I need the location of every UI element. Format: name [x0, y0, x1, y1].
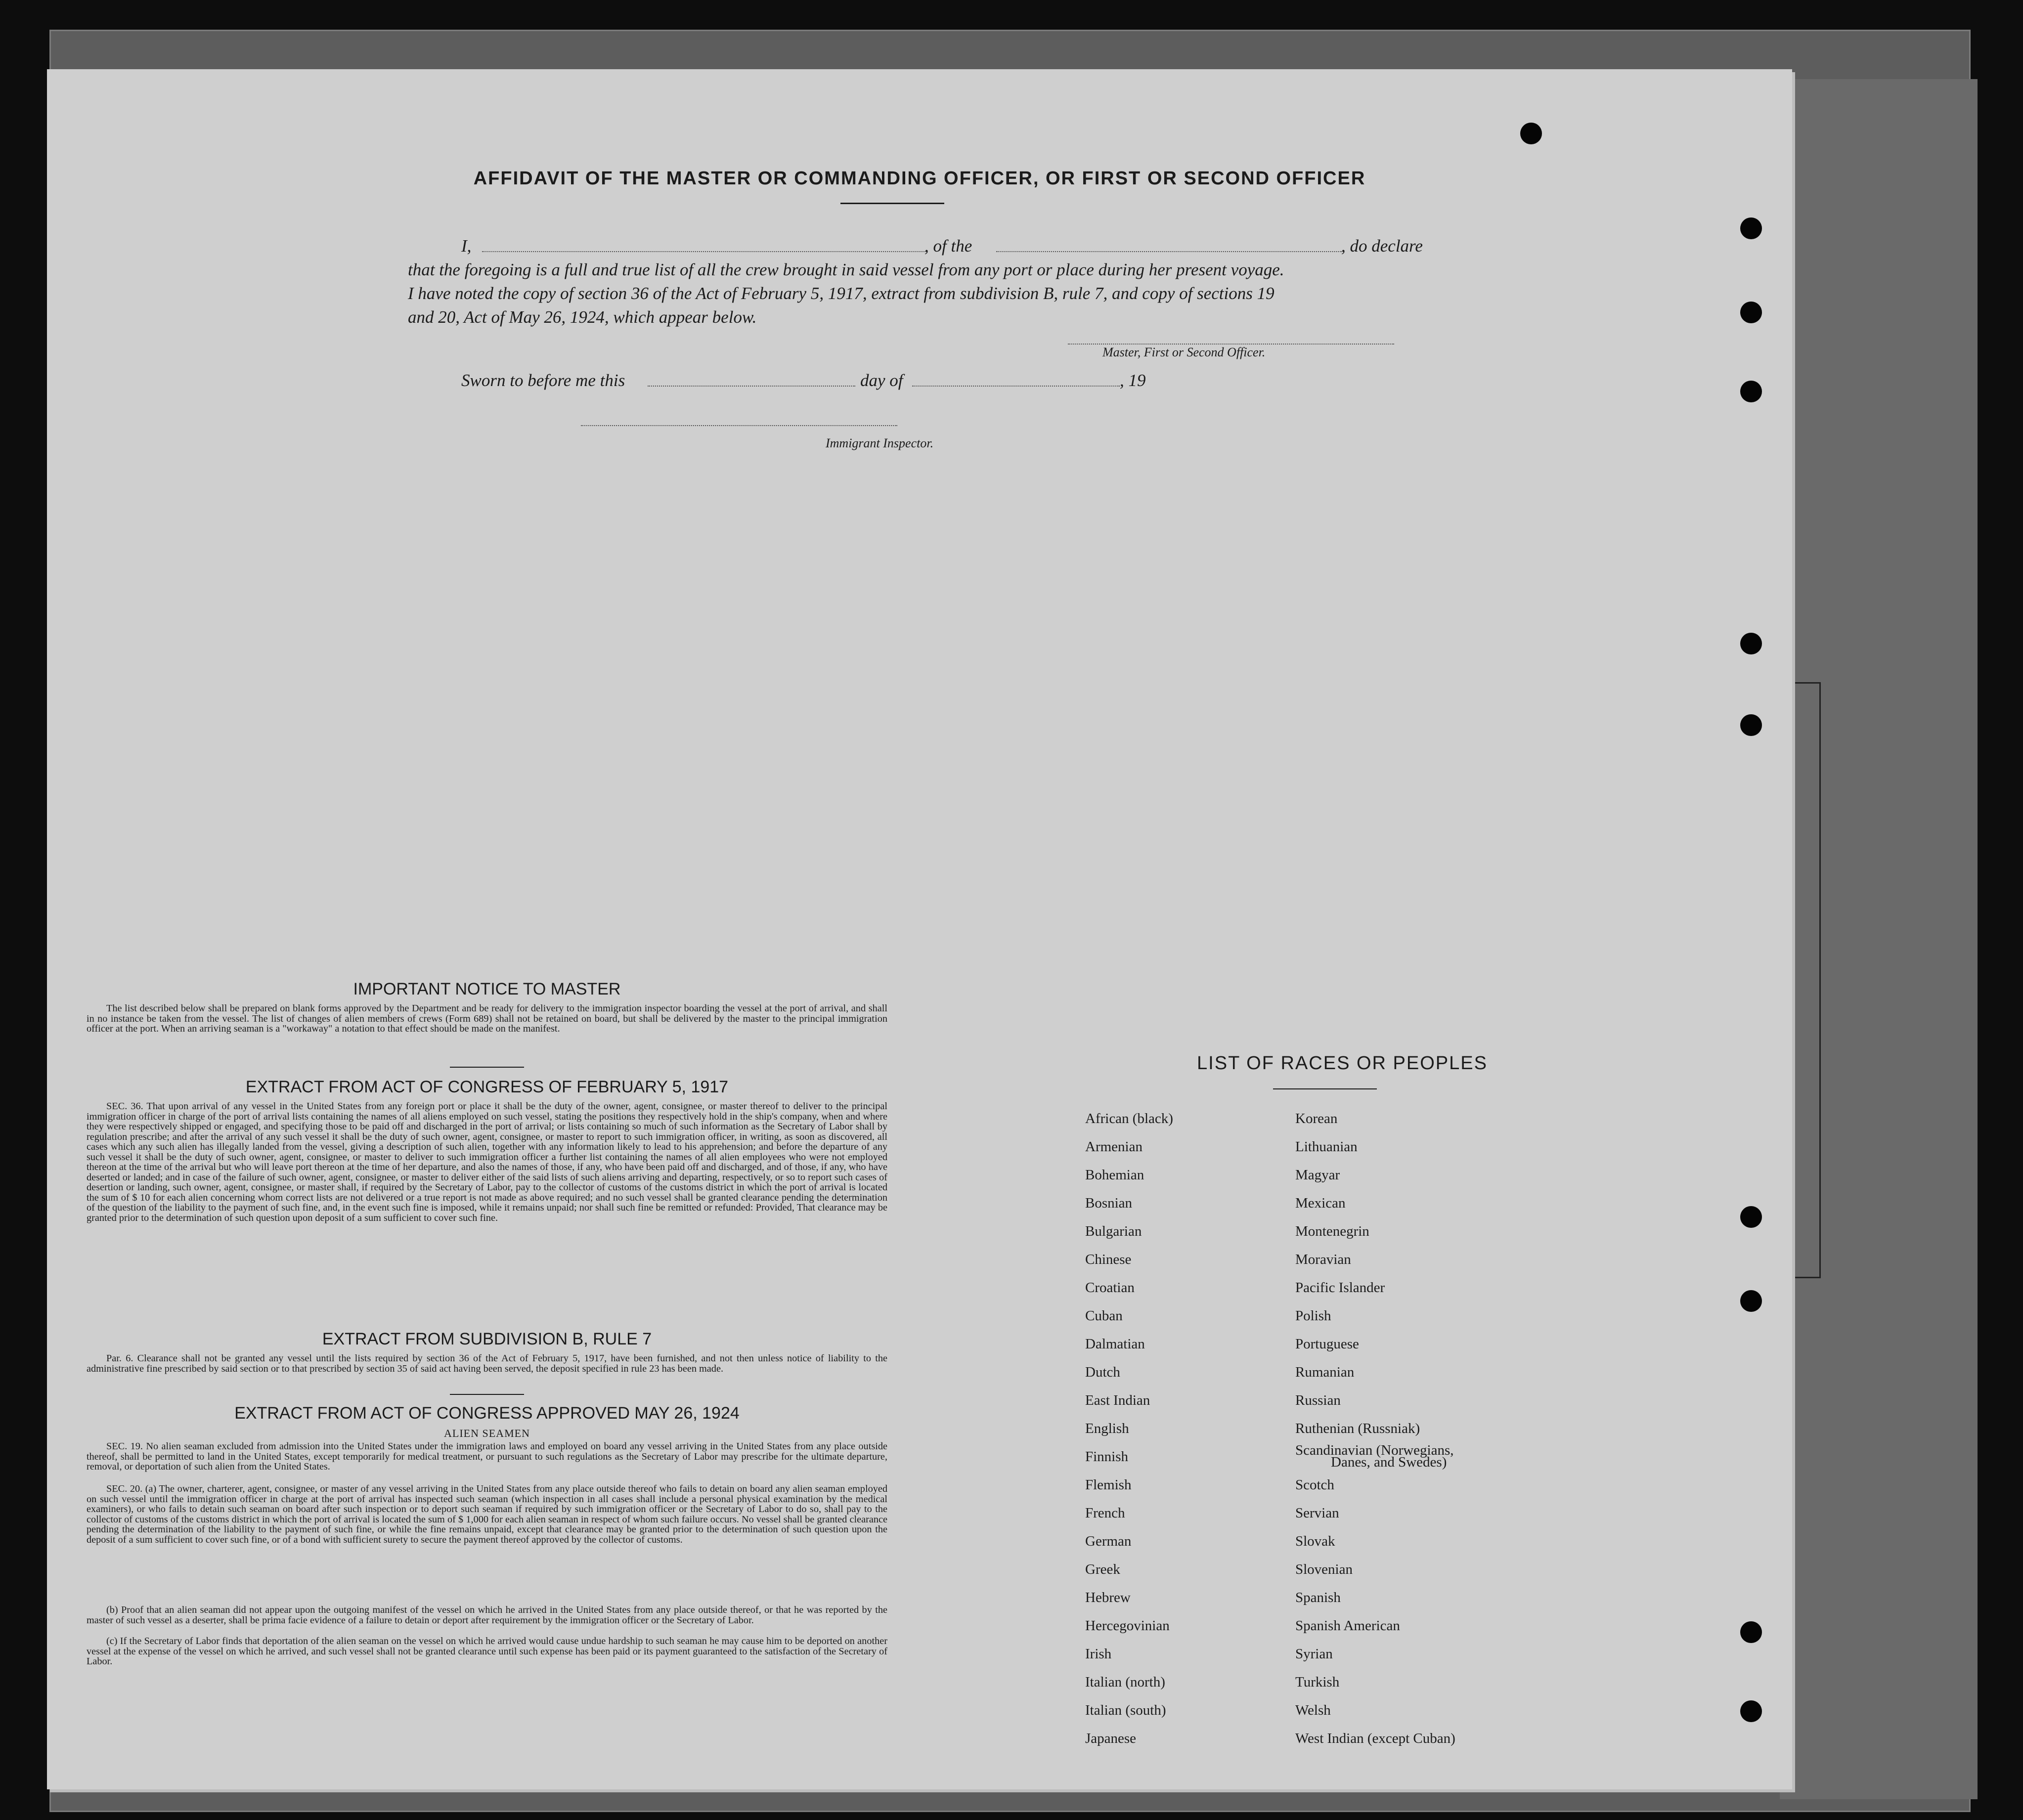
- race-item: Moravian: [1295, 1252, 1351, 1267]
- race-item: East Indian: [1085, 1392, 1150, 1408]
- race-item: Bulgarian: [1085, 1223, 1142, 1239]
- extract-1924-title: EXTRACT FROM ACT OF CONGRESS APPROVED MAY 26, 1924: [234, 1404, 740, 1423]
- race-item: Russian: [1295, 1392, 1341, 1408]
- race-item: Hebrew: [1085, 1590, 1131, 1605]
- affidavit-declare: , do declare: [1341, 236, 1423, 256]
- affidavit-title: AFFIDAVIT OF THE MASTER OR COMMANDING OFFICER, OR FIRST OR SECOND OFFICER: [473, 168, 1366, 189]
- race-item: Ruthenian (Russniak): [1295, 1421, 1420, 1436]
- rule-7-title: EXTRACT FROM SUBDIVISION B, RULE 7: [322, 1330, 652, 1348]
- race-item: Bosnian: [1085, 1195, 1133, 1211]
- punch-hole: [1740, 1290, 1762, 1312]
- race-item: Scandinavian (Norwegians,: [1295, 1442, 1454, 1458]
- affidavit-line-2: that the foregoing is a full and true list of all the crew brought in said vessel from any port or place during her present voyage.: [408, 260, 1284, 279]
- race-item: Dalmatian: [1085, 1336, 1145, 1352]
- notice-body: [87, 1003, 887, 1034]
- race-item: Dutch: [1085, 1364, 1120, 1380]
- races-rule: [1273, 1088, 1377, 1089]
- title-rule: [840, 203, 944, 204]
- extract-1917-text: SEC. 36. That upon arrival of any vessel in the United States from any foreign port or place it shall be the duty of the owner, agent, consignee, or master thereof to deliver to the principal immigration officer in charge of the port of arrival lists containing the names of all aliens employed on such vessel, stating the positions they respectively hold in the ship's company, when and where they were respectively shipped or engaged, and specifying those to be paid off and discharged in the port of arrival; or lists containing so much of such information as the Secretary of Labor shall by regulation prescribe; and after the arrival of any such vessel it shall be the duty of such owner, agent, consignee, or master to report to such immigration officer, in writing, as soon as discovered, all cases which any such alien has illegally landed from the vessel, giving a description of such alien, together with any information likely to lead to his apprehension; and before the departure of any such vessel it shall be the duty of such owner, agent, consignee, or master to deliver to such immigration officer a further list containing the names of all alien employees who were not employed thereon at the time of the arrival but who will leave port thereon at the time of her departure, and also the names of those, if any, who have been paid off and discharged, and of those, if any, who have deserted or landed; and in case of the failure of such owner, agent, consignee, or master to deliver either of the said lists of such aliens arriving and departing, respectively, or so to report such cases of desertion or landing, such owner, agent, consignee, or master shall, if required by the Secretary of Labor, pay to the collector of customs of the customs district in which the port of arrival is located the sum of $ 10 for each alien concerning whom correct lists are not delivered or a true report is not made as above required; and no such vessel shall be granted clearance pending the determination of the question of the liability to the payment of such fine, and, in the event such fine is imposed, while it remains unpaid; nor shall such fine be remitted or refunded: Provided, That clearance may be granted prior to the determination of such question upon deposit of a sum sufficient to cover such fine.: [87, 1101, 887, 1223]
- race-item: West Indian (except Cuban): [1295, 1731, 1455, 1746]
- punch-hole: [1740, 1700, 1762, 1722]
- race-item: Servian: [1295, 1505, 1339, 1521]
- rule-7-rule: [450, 1394, 524, 1395]
- race-item: English: [1085, 1421, 1129, 1436]
- race-item: Turkish: [1295, 1674, 1340, 1690]
- race-item: Welsh: [1295, 1702, 1331, 1718]
- race-item: German: [1085, 1533, 1132, 1549]
- race-item: Hercegovinian: [1085, 1618, 1170, 1634]
- extract-1924-subtitle: ALIEN SEAMEN: [444, 1427, 530, 1439]
- sworn-text: Sworn to before me this: [461, 371, 625, 390]
- race-item: Croatian: [1085, 1280, 1135, 1296]
- punch-hole: [1520, 123, 1542, 144]
- vessel-blank: [996, 251, 1342, 252]
- sec-20a: [87, 1484, 887, 1545]
- race-item: African (black): [1085, 1111, 1173, 1127]
- day-of-text: day of: [860, 371, 903, 390]
- race-item: Flemish: [1085, 1477, 1132, 1493]
- affidavit-line-4: and 20, Act of May 26, 1924, which appear below.: [408, 307, 757, 327]
- race-item: Finnish: [1085, 1449, 1129, 1465]
- punch-hole: [1740, 381, 1762, 402]
- name-blank: [482, 251, 927, 252]
- race-item: Japanese: [1085, 1731, 1137, 1746]
- race-item: Irish: [1085, 1646, 1112, 1662]
- master-label: Master, First or Second Officer.: [1102, 345, 1266, 359]
- notice-rule: [450, 1067, 524, 1068]
- rule-7-text: Par. 6. Clearance shall not be granted any vessel until the lists required by section 36 of the Act of February 5, 1917, have been furnished, and not then unless notice of liability to the administrative fine prescribed by said section or to that prescribed by section 35 of said act having been served, the deposit specified in rule 23 has been made.: [87, 1353, 887, 1374]
- race-item: Mexican: [1295, 1195, 1346, 1211]
- race-item: Slovak: [1295, 1533, 1335, 1549]
- extract-1917-title: EXTRACT FROM ACT OF CONGRESS OF FEBRUARY 5, 1917: [245, 1078, 729, 1096]
- sec-20b-text: (b) Proof that an alien seaman did not appear upon the outgoing manifest of the vessel on which he arrived in the United States from any place outside thereof, or that he was reported by the master of such vessel as a deserter, shall be prima facie evidence of a failure to detain or deport after requirement by the immigration officer or the Secretary of Labor.: [87, 1604, 887, 1626]
- race-item: Montenegrin: [1295, 1223, 1369, 1239]
- race-item: Spanish American: [1295, 1618, 1400, 1634]
- punch-hole: [1740, 1621, 1762, 1643]
- sec-20c: [87, 1636, 887, 1667]
- race-item: Armenian: [1085, 1139, 1143, 1155]
- affidavit-line-3: I have noted the copy of section 36 of the Act of February 5, 1917, extract from subdivision B, rule 7, and copy of sections 19: [408, 284, 1275, 303]
- affidavit-i: I,: [461, 236, 472, 256]
- day-blank: [648, 386, 855, 387]
- race-item: Italian (south): [1085, 1702, 1166, 1718]
- race-item: Pacific Islander: [1295, 1280, 1385, 1296]
- race-item: Italian (north): [1085, 1674, 1165, 1690]
- rule-7-body: [87, 1353, 887, 1374]
- inspector-label: Immigrant Inspector.: [826, 436, 934, 450]
- notice-title: IMPORTANT NOTICE TO MASTER: [353, 980, 621, 998]
- race-item: Rumanian: [1295, 1364, 1355, 1380]
- affidavit-of-the: , of the: [924, 236, 972, 256]
- master-signature-line: [1068, 344, 1394, 345]
- punch-hole: [1740, 714, 1762, 736]
- race-item: Cuban: [1085, 1308, 1123, 1324]
- race-item: Spanish: [1295, 1590, 1341, 1605]
- sec-20a-text: SEC. 20. (a) The owner, charterer, agent, consignee, or master of any vessel arriving in the United States from any place outside thereof who fails to detain on board any alien seaman employed on such vessel until the immigration officer in charge at the port of arrival has inspected such seaman (which inspection in all cases shall include a personal physical examination by the medical examiners), or who fails to detain such seaman on board after such inspection or to deport such seaman if required by such immigration officer or the Secretary of Labor to do so, shall pay to the collector of customs of the customs district in which the port of arrival is located the sum of $ 1,000 for each alien seaman in respect of whom such failure occurs. No vessel shall be granted clearance pending the determination of the liability to the payment of such fine, or while the fine remains unpaid, except that clearance may be granted prior to the determination of such question upon the deposit of a sum sufficient to cover such fine, or of a bond with sufficient surety to secure the payment thereof approved by the collector of customs.: [87, 1483, 887, 1545]
- year-text: , 19: [1120, 371, 1146, 390]
- notice-body-text: The list described below shall be prepared on blank forms approved by the Department and be ready for delivery to the immigration inspector boarding the vessel at the port of arrival, and shall in no instance be taken from the vessel. The list of changes of alien members of crews (Form 689) shall not be retained on board, but shall be delivered by the master to the principal immigration officer at the port. When an arriving seaman is a "workaway" a notation to that effect should be made on the manifest.: [87, 1003, 887, 1034]
- sec-19-text: SEC. 19. No alien seaman excluded from admission into the United States under the immigration laws and employed on board any vessel arriving in the United States from any place outside thereof, shall be permitted to land in the United States, except temporarily for medical treatment, or pursuant to such regulations as the Secretary of Labor may prescribe for the ultimate departure, removal, or deportation of such alien from the United States.: [87, 1441, 887, 1472]
- race-item: Syrian: [1295, 1646, 1333, 1662]
- sec-20c-text: (c) If the Secretary of Labor finds that deportation of the alien seaman on the vessel on which he arrived would cause undue hardship to such seaman he may cause him to be deported on another vessel at the expense of the vessel on which he arrived, and such vessel shall not be granted clearance until such expense has been paid or its payment guaranteed to the satisfaction of the Secretary of Labor.: [87, 1636, 887, 1667]
- race-item: Scotch: [1295, 1477, 1334, 1493]
- sec-19: [87, 1441, 887, 1472]
- punch-hole: [1740, 633, 1762, 654]
- sec-20b: [87, 1605, 887, 1625]
- race-item: Portuguese: [1295, 1336, 1359, 1352]
- race-item: Bohemian: [1085, 1167, 1144, 1183]
- inspector-signature-line: [581, 425, 897, 426]
- race-item: Magyar: [1295, 1167, 1340, 1183]
- race-item: Lithuanian: [1295, 1139, 1358, 1155]
- race-item: Korean: [1295, 1111, 1338, 1127]
- race-item: French: [1085, 1505, 1125, 1521]
- race-item: Polish: [1295, 1308, 1331, 1324]
- races-title: LIST OF RACES OR PEOPLES: [1197, 1053, 1488, 1074]
- document-page: [47, 69, 1792, 1789]
- races-left-column: [1085, 1105, 1173, 1753]
- extract-1917-body: [87, 1101, 887, 1223]
- race-item: Slovenian: [1295, 1561, 1353, 1577]
- punch-hole: [1740, 1206, 1762, 1228]
- punch-hole: [1740, 302, 1762, 323]
- race-item: Danes, and Swedes): [1331, 1454, 1447, 1470]
- races-right-column: [1295, 1105, 1455, 1753]
- race-item: Chinese: [1085, 1252, 1132, 1267]
- month-blank: [912, 386, 1120, 387]
- punch-hole: [1740, 217, 1762, 239]
- underlying-form-box: [1790, 682, 1821, 1278]
- race-item: Greek: [1085, 1561, 1120, 1577]
